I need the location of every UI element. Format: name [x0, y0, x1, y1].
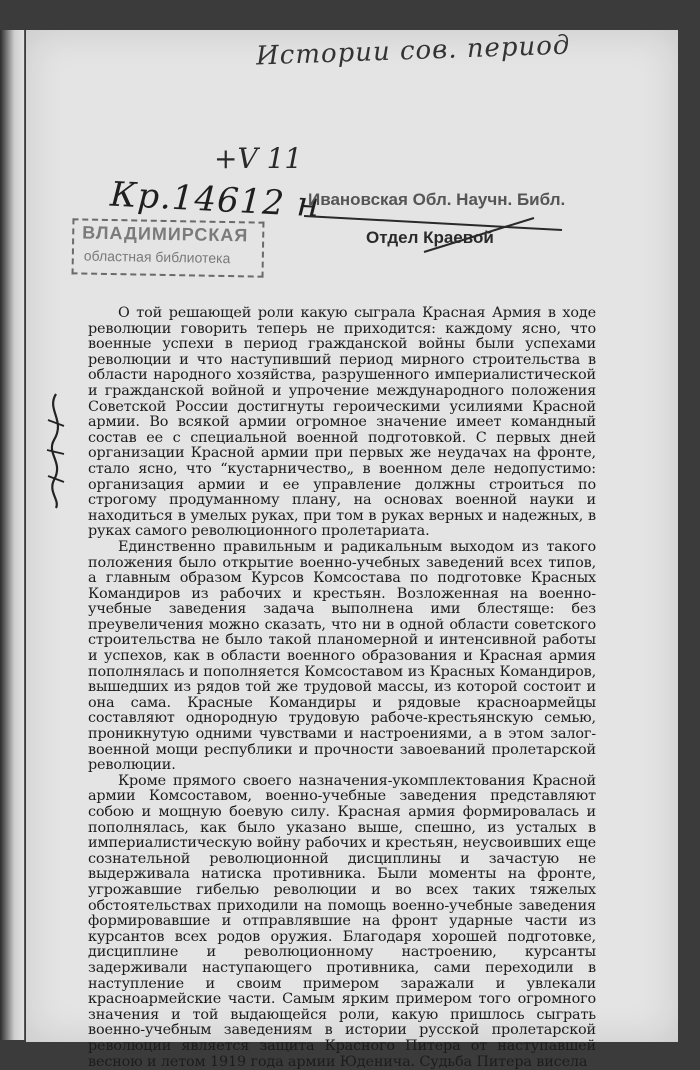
department-stamp-line2: Отдел Краевой [366, 228, 494, 247]
shelfmark: Кр.14612 н [109, 174, 322, 226]
handwritten-mark: +V 11 [214, 142, 303, 175]
paragraph: О той решающей роли какую сыграла Красная Армия в ходе революции говорить теперь не приходится: каждому ясно, что военные успехи в период гражданской войны были успехами революции и что наступивший период мирного строительства в области народного хозяйства, разрушенного империалистической и гражданской войной и упрочение международного положения Советской России достигнуты героическими усилиями Красной армии. Во всякой армии огромное значение имеет командный состав ее с специальной военной подготовкой. С первых дней организации Красной армии при первых же неудачах на фронте, стало ясно, что “кустарничество„ в военном деле недопустимо: организация армии и ее управление должны строиться по строгому продуманному плану, на основах военной науки и находиться в умелых руках, при том в руках верных и надежных, в руках самого революционного пролетариата. [88, 305, 596, 540]
stamp-strike-lines [304, 190, 574, 280]
body-text [88, 306, 596, 1070]
handwritten-title: Истории сов. период [255, 30, 571, 72]
paragraph: Единственно правильным и радикальным выходом из такого положения было открытие военно-учебных заведений всех типов, а главным образом Курсов Комсостава по подготовке Красных Командиров из рабочих и крестьян. Возложенная на военно-учебные заведения задача выполнена ими блестяще: без преувеличения можно сказать, что ни в одной области советского строительства не было такой планомерной и интенсивной работы и успехов, как в области военного образования и Красная армия пополнялась и пополняется Комсоставом из Красных Командиров, вышедших из рядов той же трудовой массы, из которой состоит и она сама. Красные Командиры и рядовые красноармейцы составляют однородную трудовую рабоче-крестьянскую семью, проникнутую одними чувствами и настроениями, а в этом залог-военной мощи республики и прочности завоеваний пролетарской революции. [88, 538, 596, 774]
margin-note [42, 390, 70, 510]
library-stamp [72, 218, 265, 277]
document-page [26, 30, 678, 1070]
paragraph: Кроме прямого своего назначения-укомплектования Красной армии Комсоставом, военно-учебные заведения представляют собою и мощную боевую силу. Красная армия формировалась и пополнялась, как было указано выше, спешно, из усталых в империалистическую войну рабочих и крестьян, неусвоивших еще сознательной революционной дисциплины и зачастую не выдерживала натиска противника. Были моменты на фронте, угрожавшие гибелью революции и во всех таких тяжелых обстоятельствах приходили на помощь военно-учебные заведения формировавшие и отправлявшие на фронт ударные части из курсантов всех родов оружия. Благодаря хорошей подготовке, дисциплине и революционному настроению, курсанты задерживали наступающего противника, сами переходили в наступление и своим примером заражали и увлекали красноармейские части. Самым ярким примером того огромного значения и той выдающейся роли, какую пришлось сыграть военно-учебным заведениям в истории русской пролетарской революции является защита Красного Питера от наступавшей весною и летом 1919 года армии Юденича. Судьба Питера висела [88, 772, 596, 1070]
department-stamp [308, 190, 568, 280]
adjacent-page-edge [0, 30, 25, 1040]
library-stamp-line1: ВЛАДИМИРСКАЯ [82, 222, 249, 246]
department-stamp-line1: Ивановская Обл. Научн. Библ. [308, 190, 566, 209]
library-stamp-line2: областная библиотека [83, 247, 231, 267]
